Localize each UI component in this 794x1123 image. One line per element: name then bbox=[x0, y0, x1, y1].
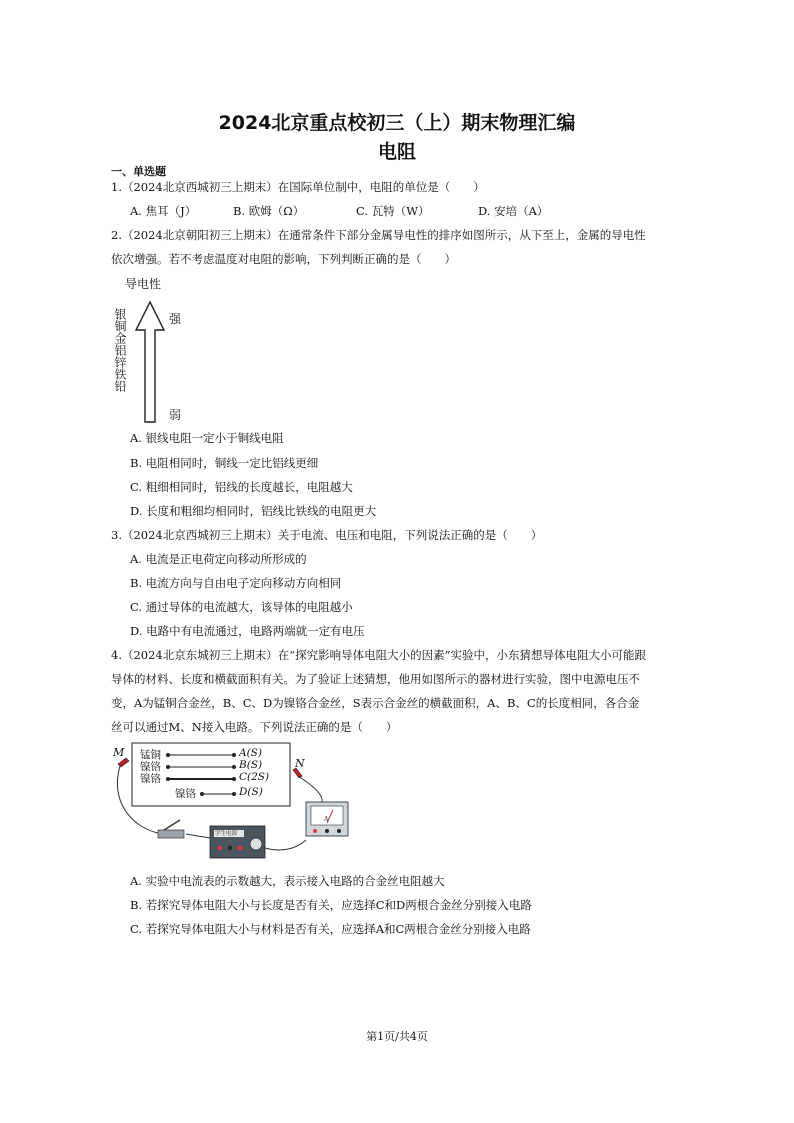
wire-b-material: 镍铬 bbox=[140, 761, 161, 773]
weak-label: 弱 bbox=[169, 408, 182, 422]
question-4-option-a: A. 实验中电流表的示数越大，表示接入电路的合金丝电阻越大 bbox=[130, 874, 445, 888]
question-3-option-d: D. 电路中有电流通过，电路两端就一定有电压 bbox=[130, 624, 365, 638]
question-2-stem-line-2: 依次增强。若不考虑温度对电阻的影响，下列判断正确的是（ ） bbox=[111, 252, 456, 266]
question-2-stem-line-1: 2.（2024北京朝阳初三上期末）在通常条件下部分金属导电性的排序如图所示，从下至上，金属的导电性 bbox=[111, 228, 646, 242]
question-3-option-b: B. 电流方向与自由电子定向移动方向相同 bbox=[130, 576, 342, 590]
ammeter-label: A bbox=[324, 816, 329, 823]
wire-d-material: 镍铬 bbox=[175, 788, 196, 800]
question-4-stem-line-1: 4.（2024北京东城初三上期末）在“探究影响导体电阻大小的因素”实验中，小东猜想导体电阻大小可能跟 bbox=[111, 648, 646, 662]
metal-list: 银铜金铝锌铁铅 bbox=[113, 308, 127, 392]
section-heading: 一、单选题 bbox=[111, 165, 166, 178]
question-4-stem-line-3: 变，A为锰铜合金丝，B、C、D为镍铬合金丝，S表示合金丝的横截面积，A、B、C的长度相同，各合金 bbox=[111, 696, 640, 710]
power-supply-label: 学生电源 bbox=[215, 831, 238, 837]
question-2-option-a: A. 银线电阻一定小于铜线电阻 bbox=[130, 431, 284, 445]
question-1-option-c: C. 瓦特（W） bbox=[356, 204, 430, 218]
question-1-option-a: A. 焦耳（J） bbox=[130, 204, 197, 218]
question-3-option-c: C. 通过导体的电流越大，该导体的电阻越小 bbox=[130, 600, 353, 614]
question-3-stem: 3.（2024北京西城初三上期末）关于电流、电压和电阻，下列说法正确的是（ ） bbox=[111, 528, 543, 542]
wire-a-material: 锰铜 bbox=[140, 749, 161, 761]
wire-a-label: A(S) bbox=[239, 747, 262, 759]
up-arrow-icon bbox=[133, 300, 167, 424]
question-3-option-a: A. 电流是正电荷定向移动所形成的 bbox=[130, 552, 307, 566]
conductivity-heading: 导电性 bbox=[125, 277, 162, 291]
question-4-stem-line-2: 导体的材料、长度和横截面积有关。为了验证上述猜想，他用如图所示的器材进行实验，图中电源电压不 bbox=[111, 672, 640, 686]
question-2-option-b: B. 电阻相同时，铜线一定比铝线更细 bbox=[130, 456, 319, 470]
question-2-option-c: C. 粗细相同时，铝线的长度越长，电阻越大 bbox=[130, 480, 353, 494]
document-subtitle: 电阻 bbox=[377, 141, 416, 163]
question-1-option-d: D. 安培（A） bbox=[478, 204, 549, 218]
terminal-n-label: N bbox=[295, 757, 305, 770]
circuit-figure bbox=[110, 740, 380, 865]
question-1-option-b: B. 欧姆（Ω） bbox=[233, 204, 305, 218]
question-4-option-b: B. 若探究导体电阻大小与长度是否有关，应选择C和D两根合金丝分别接入电路 bbox=[130, 898, 532, 912]
wire-c-label: C(2S) bbox=[239, 771, 270, 783]
question-2-option-d: D. 长度和粗细均相同时，铝线比铁线的电阻更大 bbox=[130, 504, 377, 518]
terminal-m-label: M bbox=[113, 746, 125, 759]
wire-b-label: B(S) bbox=[239, 759, 263, 771]
conductivity-figure bbox=[105, 270, 215, 425]
question-4-stem-line-4: 丝可以通过M、N接入电路。下列说法正确的是（ ） bbox=[111, 720, 398, 734]
wire-c-material: 镍铬 bbox=[140, 773, 161, 785]
page-footer: 第1页/共4页 bbox=[366, 1030, 428, 1043]
strong-label: 强 bbox=[169, 312, 182, 326]
question-4-option-c: C. 若探究导体电阻大小与材料是否有关，应选择A和C两根合金丝分别接入电路 bbox=[130, 922, 531, 936]
wire-d-label: D(S) bbox=[239, 786, 263, 798]
document-title: 2024北京重点校初三（上）期末物理汇编 bbox=[218, 112, 576, 134]
question-1-stem: 1.（2024北京西城初三上期末）在国际单位制中，电阻的单位是（ ） bbox=[111, 180, 485, 194]
